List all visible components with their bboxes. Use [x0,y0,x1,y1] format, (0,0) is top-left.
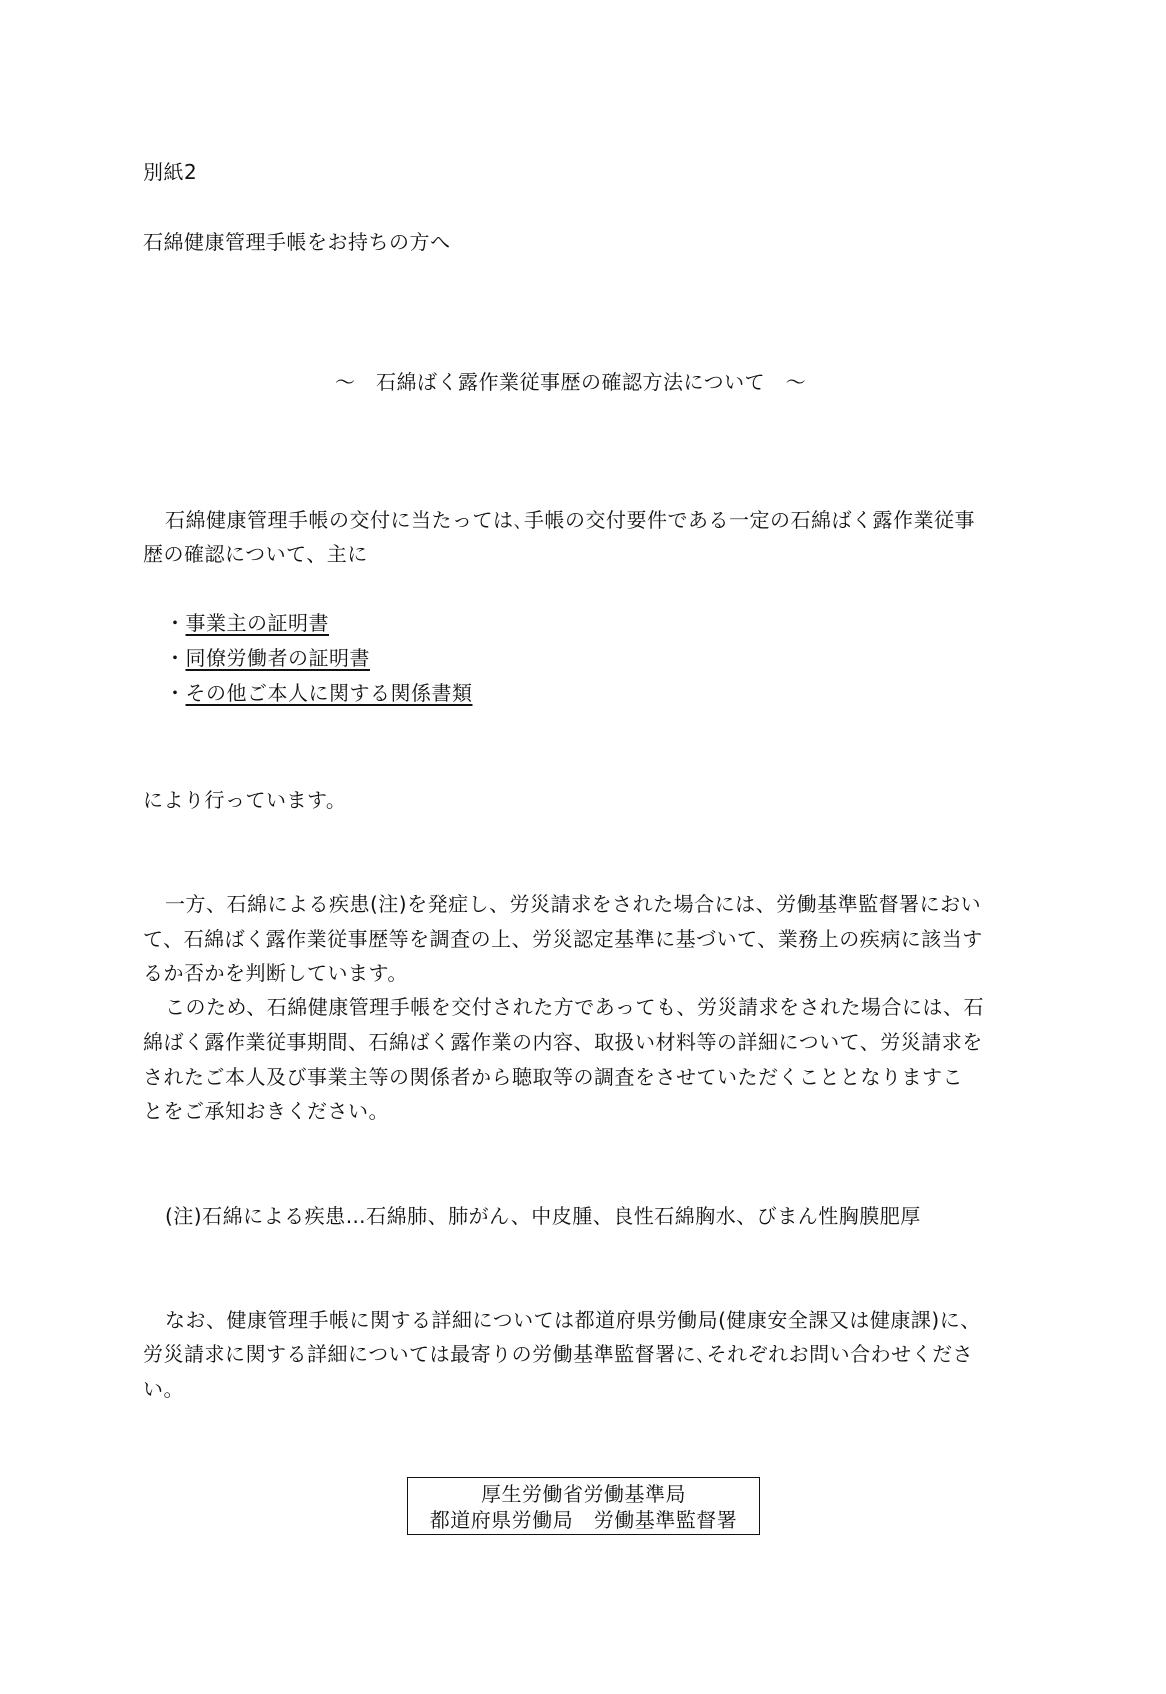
bullet-item [165,610,329,636]
bullet-marker: ・ [165,681,186,705]
para2-line-1: 一方、石綿による疾患(注)を発症し、労災請求をされた場合には、労働基準監督署におい [165,892,982,916]
para2-line-7: とをご承知おきください。 [143,1099,389,1123]
intro-line-1: 石綿健康管理手帳の交付に当たっては､手帳の交付要件である一定の石綿ばく露作業従事 [165,508,975,532]
para2-line-3: るか否かを判断しています。 [143,961,408,985]
para3-line-1: なお、健康管理手帳に関する詳細については都道府県労働局(健康安全課又は健康課)に、 [165,1308,981,1332]
para2-line-2: て、石綿ばく露作業従事歴等を調査の上、労災認定基準に基づいて、業務上の疾病に該当す [143,927,983,951]
issuer-line-1: 厚生労働省労働基準局 [481,1482,686,1506]
attachment-label: 別紙2 [143,160,198,184]
addressee-line: 石綿健康管理手帳をお持ちの方へ [143,230,451,254]
issuer-box [407,1477,760,1535]
bullet-item [165,645,370,671]
bullet-text: 同僚労働者の証明書 [185,646,370,670]
bullet-text: その他ご本人に関する関係書類 [185,681,473,705]
para3-line-3: い。 [143,1377,184,1401]
bullet-item [165,680,473,706]
document-title: ～ 石綿ばく露作業従事歴の確認方法について ～ [335,370,807,394]
para2-line-4: このため、石綿健康管理手帳を交付された方であっても、労災請求をされた場合には、石 [165,995,984,1019]
note-line: (注)石綿による疾患…石綿肺、肺がん、中皮腫、良性石綿胸水、びまん性胸膜肥厚 [165,1204,921,1228]
issuer-line-2: 都道府県労働局 労働基準監督署 [429,1508,738,1532]
intro-line-2: 歴の確認について、主に [143,542,368,566]
bullet-text: 事業主の証明書 [185,611,329,635]
conclusion-line: により行っています。 [143,788,347,812]
bullet-marker: ・ [165,646,186,670]
bullet-marker: ・ [165,611,186,635]
para2-line-6: されたご本人及び事業主等の関係者から聴取等の調査をさせていただくこととなりますこ [143,1065,963,1089]
para2-line-5: 綿ばく露作業従事期間、石綿ばく露作業の内容、取扱い材料等の詳細について、労災請求を [143,1030,983,1054]
para3-line-2: 労災請求に関する詳細については最寄りの労働基準監督署に､それぞれお問い合わせくださ [143,1342,974,1366]
